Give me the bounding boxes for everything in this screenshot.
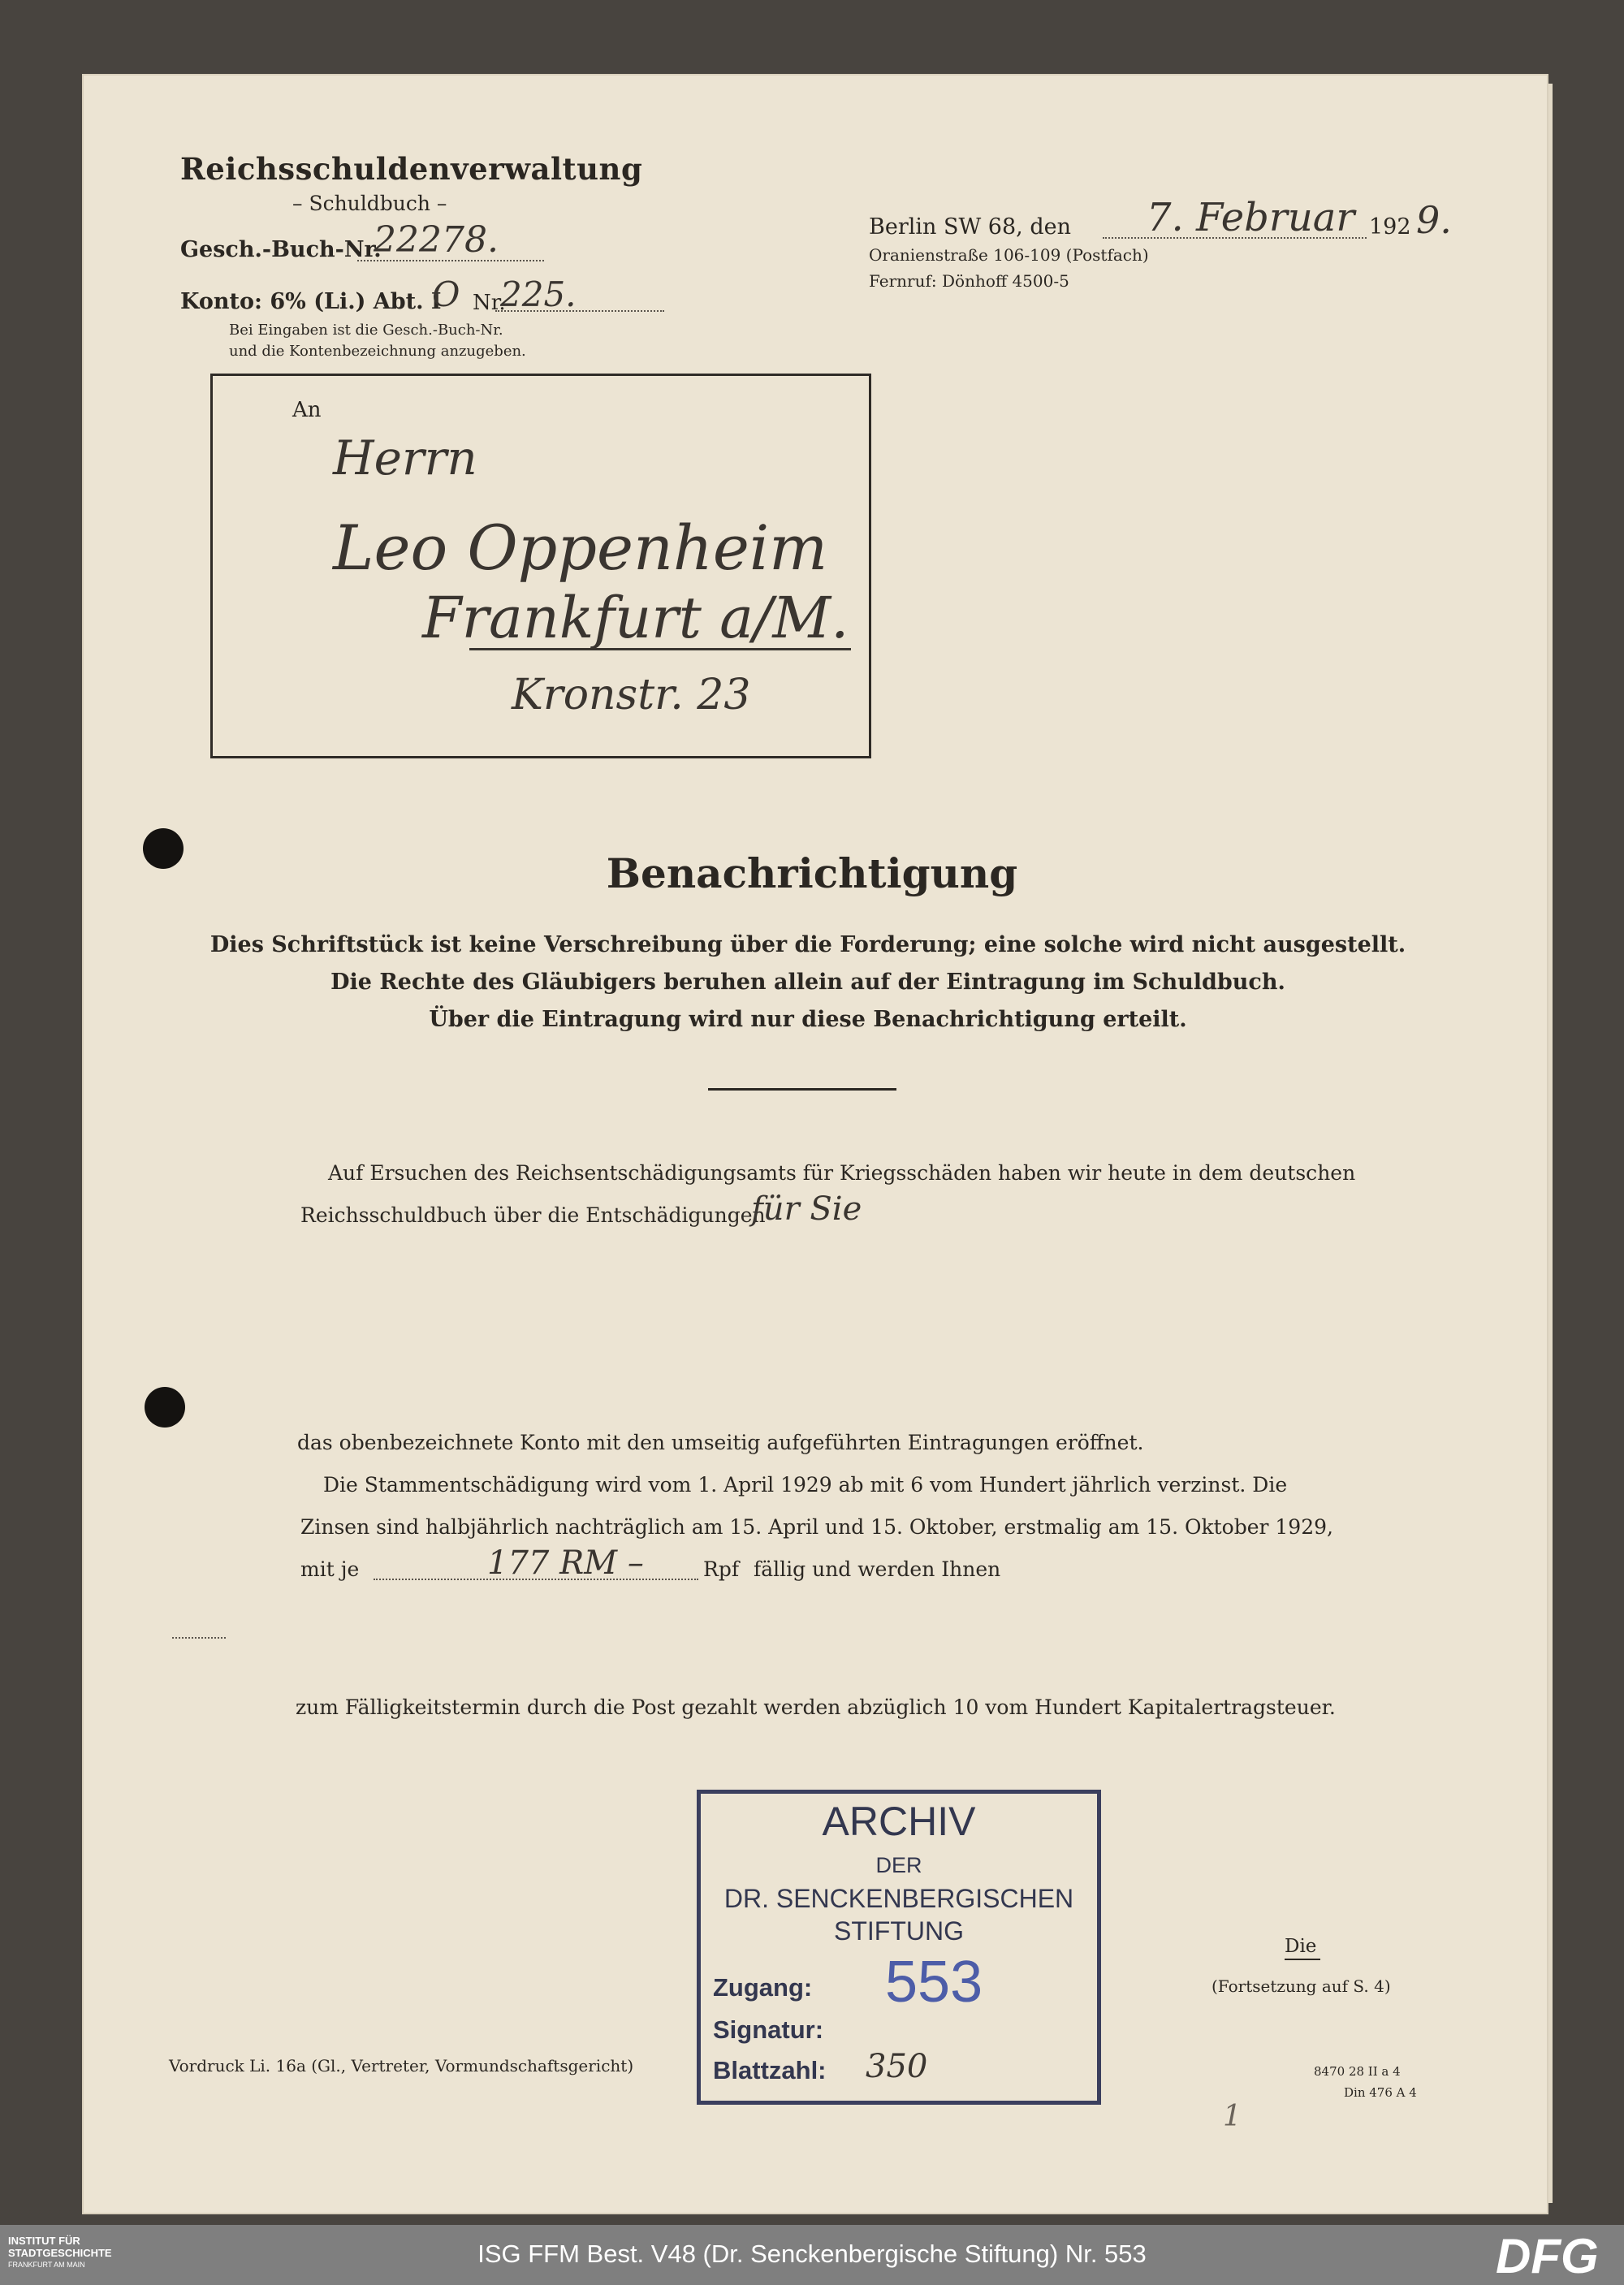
body-line-7: zum Fälligkeitstermin durch die Post gezahlt werden abzüglich 10 vom Hundert Kapitalertragsteuer.	[296, 1695, 1336, 1719]
place-label: Berlin SW 68, den	[869, 214, 1071, 240]
hint-line-2: und die Kontenbezeichnung anzugeben.	[229, 343, 526, 360]
continuation-note: (Fortsetzung auf S. 4)	[1212, 1976, 1391, 1996]
konto-nr-value: 225.	[500, 274, 577, 314]
short-dotted-line	[172, 1637, 226, 1639]
page-mark-pencil: 1	[1223, 2100, 1242, 2133]
body-line-5: Zinsen sind halbjährlich nachträglich am 15. April und 15. Oktober, erstmalig am 15. Oktober 1929,	[300, 1515, 1333, 1539]
konto-dotted-line	[495, 310, 664, 312]
city-underline	[469, 648, 851, 650]
address-name: Leo Oppenheim	[333, 512, 828, 584]
institute-line-3: FRANKFURT AM MAIN	[8, 2261, 85, 2269]
phone-number: Fernruf: Dönhoff 4500-5	[869, 271, 1069, 291]
address-an: An	[292, 398, 322, 422]
schuldbuch-label: – Schuldbuch –	[292, 192, 447, 215]
notice-title: Benachrichtigung	[606, 849, 1018, 897]
punch-hole-bottom	[145, 1387, 185, 1428]
dfg-logo: DFG	[1496, 2229, 1599, 2283]
authority-title: Reichsschuldenverwaltung	[180, 151, 643, 187]
continuation-underline	[1285, 1959, 1320, 1960]
form-code-1: 8470 28 II a 4	[1314, 2064, 1401, 2079]
address-city: Frankfurt a/M.	[422, 585, 849, 651]
konto-abt-value: O	[432, 274, 460, 314]
date-handwritten: 7. Februar	[1147, 195, 1355, 240]
address-street: Kronstr. 23	[512, 671, 751, 719]
form-number: Vordruck Li. 16a (Gl., Vertreter, Vormundschaftsgericht)	[169, 2056, 634, 2076]
archive-caption: ISG FFM Best. V48 (Dr. Senckenbergische Stiftung) Nr. 553	[477, 2240, 1147, 2268]
gesch-buch-label: Gesch.-Buch-Nr.	[180, 237, 382, 262]
stamp-line-der: DER	[875, 1853, 922, 1877]
institute-line-2: STADTGESCHICHTE	[8, 2247, 112, 2259]
stamp-blattzahl-label: Blattzahl:	[713, 2056, 827, 2084]
hint-line-1: Bei Eingaben ist die Gesch.-Buch-Nr.	[229, 322, 503, 339]
amount-handwritten: 177 RM –	[487, 1544, 644, 1582]
stamp-zugang-value: 553	[885, 1950, 983, 2015]
divider-line	[708, 1088, 896, 1091]
body-line-1: Auf Ersuchen des Reichsentschädigungsamts für Kriegsschäden haben wir heute in dem deutschen	[328, 1161, 1356, 1185]
institute-line-1: INSTITUT FÜR	[8, 2235, 80, 2247]
rpf-label: Rpf	[703, 1557, 740, 1581]
gesch-buch-number: 22278.	[374, 219, 499, 261]
konto-label: Konto: 6% (Li.) Abt. I	[180, 289, 442, 314]
stamp-line-stiftung: STIFTUNG	[834, 1916, 964, 1946]
notice-line-3: Über die Eintragung wird nur diese Benachrichtigung erteilt.	[429, 1007, 1187, 1032]
notice-line-1: Dies Schriftstück ist keine Verschreibung über die Forderung; eine solche wird nicht ausgestellt.	[209, 932, 1406, 957]
stamp-line-archiv: ARCHIV	[822, 1799, 976, 1844]
body-line-2: Reichsschuldbuch über die Entschädigungen	[300, 1203, 766, 1227]
stamp-blattzahl-value: 350	[866, 2048, 928, 2085]
year-handwritten: 9.	[1416, 198, 1452, 242]
stamp-zugang-label: Zugang:	[713, 1973, 813, 2002]
notice-line-2: Die Rechte des Gläubigers beruhen allein auf der Eintragung im Schuldbuch.	[330, 970, 1285, 995]
form-code-2: Din 476 A 4	[1344, 2085, 1417, 2100]
body-mit-je: mit je	[300, 1557, 360, 1581]
body-line-6: fällig und werden Ihnen	[754, 1557, 1001, 1581]
year-prefix: 192	[1369, 214, 1411, 240]
body-handwritten-recipient: für Sie	[751, 1190, 862, 1228]
continuation-word: Die	[1285, 1936, 1317, 1957]
address-salutation: Herrn	[333, 430, 477, 486]
body-line-3: das obenbezeichnete Konto mit den umseitig aufgeführten Eintragungen eröffnet.	[297, 1431, 1144, 1454]
konto-nr-label: Nr.	[473, 291, 506, 315]
body-line-4: Die Stammentschädigung wird vom 1. April 1929 ab mit 6 vom Hundert jährlich verzinst. Die	[323, 1473, 1288, 1497]
street-address: Oranienstraße 106-109 (Postfach)	[869, 245, 1149, 265]
stamp-signatur-label: Signatur:	[713, 2015, 824, 2044]
stamp-line-senckenberg: DR. SENCKENBERGISCHEN	[723, 1884, 1074, 1913]
